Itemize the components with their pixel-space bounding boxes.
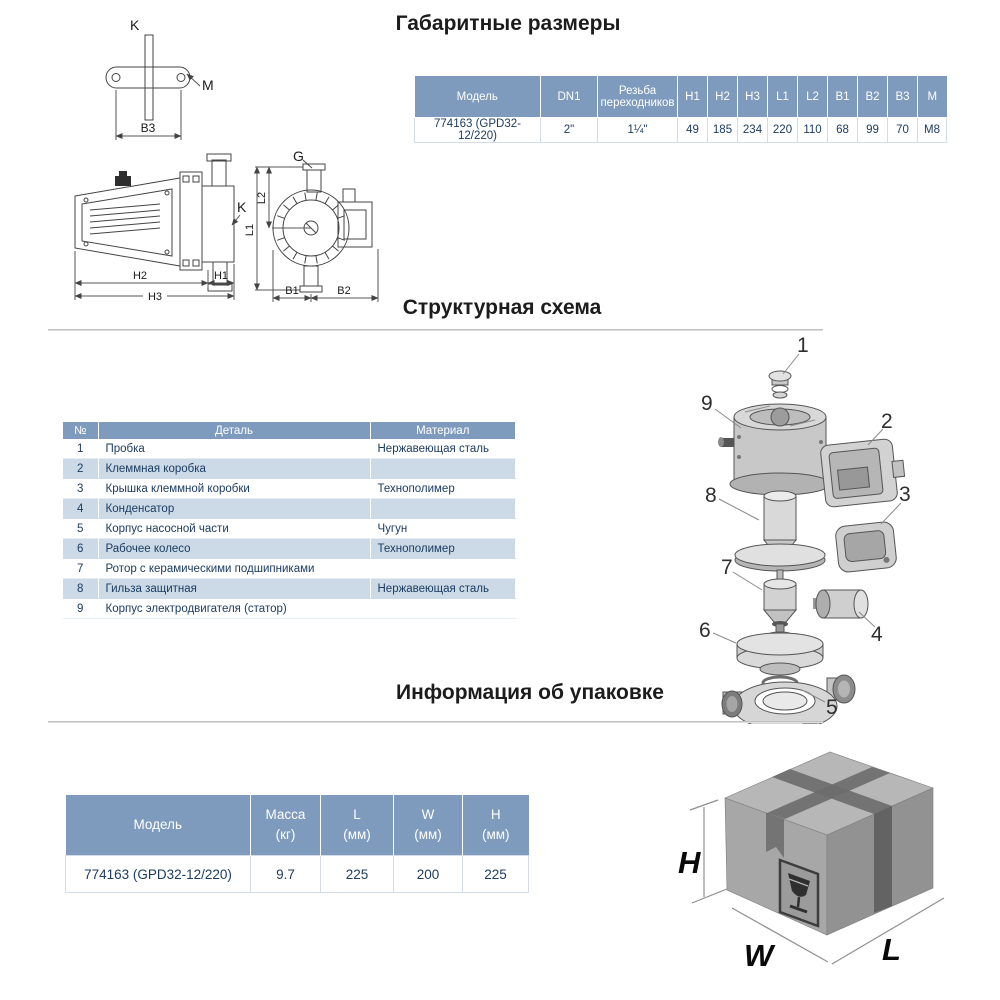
callout-9: 9 (701, 392, 713, 415)
table-row (63, 559, 515, 579)
table-cell: Чугун (370, 519, 515, 539)
header-row (63, 422, 515, 439)
bracket-bar (145, 35, 153, 120)
section-divider (48, 721, 823, 723)
section-title-packaging: Информация об упаковке (396, 681, 664, 704)
table-row (63, 519, 515, 539)
section-divider (48, 329, 823, 331)
bracket-hole-right (177, 74, 185, 82)
column-header: L (мм) (321, 795, 394, 856)
table-row (63, 579, 515, 599)
bracket-hole-left (112, 74, 120, 82)
table-cell: 7 (63, 559, 98, 579)
table-cell: Нержавеющая сталь (370, 579, 515, 599)
column-header: H (мм) (463, 795, 529, 856)
section-title-dimensions: Габаритные размеры (395, 12, 621, 35)
exploded-view-diagram (675, 332, 975, 724)
dim-label-k-side: K (237, 199, 247, 215)
table-cell: Технополимер (370, 479, 515, 499)
cardboard-box (725, 752, 933, 935)
pump-side-view (75, 154, 247, 303)
callout-7: 7 (721, 556, 733, 579)
table-cell: 3 (63, 479, 98, 499)
column-header: DN1 (541, 76, 598, 118)
table-row (63, 479, 515, 499)
table-cell: 4 (63, 499, 98, 519)
table-cell: 2 (63, 459, 98, 479)
dim-label-m: M (202, 77, 214, 93)
table-cell: 49 (678, 118, 708, 143)
column-header: L1 (768, 76, 798, 118)
column-header: H1 (678, 76, 708, 118)
dim-label-b3: B3 (140, 121, 156, 135)
m-arrow (187, 74, 200, 86)
column-header: B1 (828, 76, 858, 118)
table-cell: 185 (708, 118, 738, 143)
table-cell (370, 599, 515, 619)
part-plug (769, 371, 791, 398)
column-header: Масса (кг) (251, 795, 321, 856)
column-header: B3 (888, 76, 918, 118)
column-header: Модель (66, 795, 251, 856)
table-row (63, 499, 515, 519)
table-cell: 774163 (GPD32-12/220) (66, 856, 251, 893)
part-impeller (737, 632, 823, 689)
part-protective-sleeve (735, 491, 825, 571)
callout-3: 3 (899, 483, 911, 506)
box-label-w: W (744, 938, 774, 973)
box-label-h: H (678, 845, 701, 880)
cable-gland (115, 176, 131, 186)
table-row (63, 539, 515, 559)
table-cell: Ротор с керамическими подшипниками (98, 559, 370, 579)
table-cell: M8 (918, 118, 947, 143)
part-rotor (764, 570, 796, 632)
table-cell: 8 (63, 579, 98, 599)
part-capacitor (813, 590, 868, 618)
table-cell: 225 (321, 856, 394, 893)
table-cell: 774163 (GPD32-12/220) (415, 118, 541, 143)
table-cell: Крышка клеммной коробки (98, 479, 370, 499)
table-cell: 225 (463, 856, 529, 893)
dim-label-l1: L1 (244, 223, 256, 237)
parts-table (63, 422, 516, 619)
dim-label-k: K (130, 17, 140, 33)
table-cell: Конденсатор (98, 499, 370, 519)
pump-head (202, 186, 234, 262)
table-cell: 234 (738, 118, 768, 143)
table-cell: Пробка (98, 439, 370, 459)
pump-dimension-drawing (60, 148, 390, 313)
terminal-box-front (338, 202, 372, 247)
table-cell: 70 (888, 118, 918, 143)
column-header: W (мм) (394, 795, 463, 856)
table-cell: 9.7 (251, 856, 321, 893)
callout-1: 1 (797, 334, 809, 357)
column-header: Резьба переходников (598, 76, 678, 118)
table-cell: 9 (63, 599, 98, 619)
package-box-illustration (660, 740, 990, 1000)
table-cell: 99 (858, 118, 888, 143)
table-cell: Корпус электродвигателя (статор) (98, 599, 370, 619)
dim-label-l2: L2 (256, 191, 268, 205)
dim-label-h1: H1 (213, 270, 229, 282)
column-header: Материал (370, 422, 515, 439)
table-cell: Гильза защитная (98, 579, 370, 599)
dim-label-h2: H2 (132, 270, 148, 282)
packaging-table (65, 795, 529, 893)
column-header: B2 (858, 76, 888, 118)
section-title-structure: Структурная схема (402, 296, 602, 319)
dim-label-g: G (293, 148, 304, 164)
column-header: H2 (708, 76, 738, 118)
table-row (63, 439, 515, 459)
table-cell: Корпус насосной части (98, 519, 370, 539)
motor-flange (180, 172, 202, 270)
column-header: Модель (415, 76, 541, 118)
header-row (66, 795, 529, 856)
table-cell: 5 (63, 519, 98, 539)
table-row (415, 118, 947, 143)
callout-2: 2 (881, 410, 893, 433)
table-cell: 220 (768, 118, 798, 143)
table-row (63, 599, 515, 619)
table-cell (370, 459, 515, 479)
dim-label-h3: H3 (147, 291, 163, 303)
table-row (66, 856, 529, 893)
callout-6: 6 (699, 619, 711, 642)
table-cell: Рабочее колесо (98, 539, 370, 559)
table-cell: 110 (798, 118, 828, 143)
column-header: M (918, 76, 947, 118)
column-header: № (63, 422, 98, 439)
table-cell: 1 (63, 439, 98, 459)
header-row (415, 76, 947, 118)
table-cell: 68 (828, 118, 858, 143)
top-port (212, 160, 226, 186)
table-cell: 6 (63, 539, 98, 559)
table-row (63, 459, 515, 479)
table-cell: Клеммная коробка (98, 459, 370, 479)
part-terminal-box-cover (835, 521, 897, 573)
dim-label-b2: B2 (337, 285, 351, 297)
dim-label-b1: B1 (285, 285, 299, 297)
table-cell: 200 (394, 856, 463, 893)
table-cell: Технополимер (370, 539, 515, 559)
table-cell (370, 559, 515, 579)
table-cell (370, 499, 515, 519)
bracket-top-view-drawing (60, 10, 380, 150)
callout-4: 4 (871, 623, 883, 646)
table-cell: 2" (541, 118, 598, 143)
column-header: H3 (738, 76, 768, 118)
table-cell: Нержавеющая сталь (370, 439, 515, 459)
callout-8: 8 (705, 484, 717, 507)
column-header: Деталь (98, 422, 370, 439)
part-terminal-box (820, 437, 907, 507)
part-motor-housing (718, 404, 830, 495)
table-cell: 1¼" (598, 118, 678, 143)
column-header: L2 (798, 76, 828, 118)
pump-front-view (244, 148, 378, 302)
box-label-l: L (882, 932, 901, 967)
callout-5: 5 (826, 696, 838, 719)
dimensions-table (414, 76, 947, 143)
